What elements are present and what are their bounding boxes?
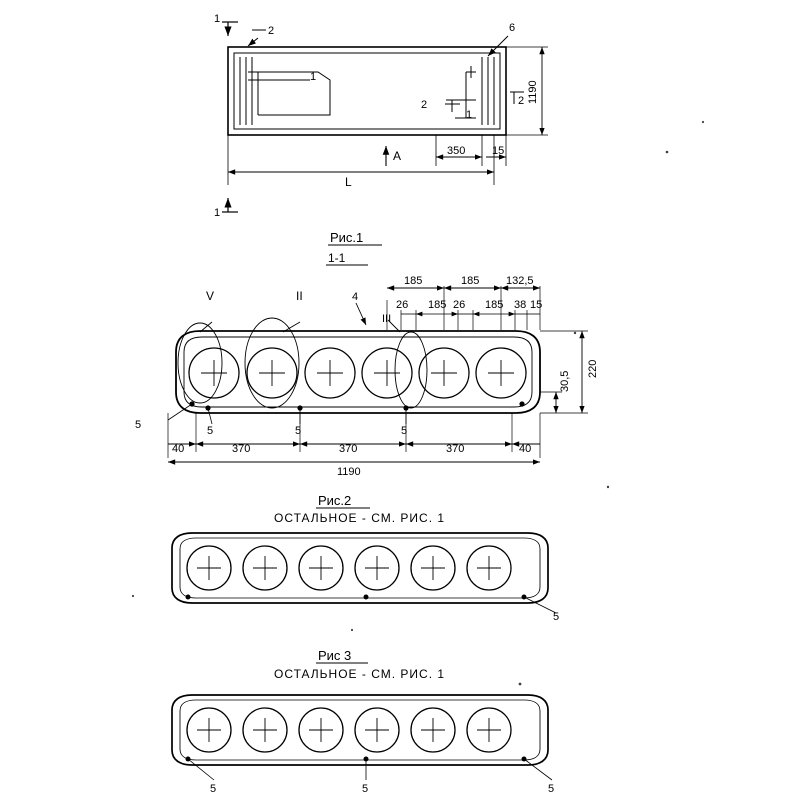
- figure-4-section: [172, 695, 552, 780]
- dim-1190-vertical: 1190: [527, 80, 539, 104]
- dim-38: 38: [514, 299, 527, 311]
- detail-mark-II: II: [296, 289, 303, 303]
- dim-185-4: 185: [485, 299, 504, 311]
- fig3-caption: Рис 3: [318, 648, 352, 663]
- dim-370-3: 370: [446, 443, 465, 455]
- mark-5-a: 5: [135, 419, 142, 431]
- dim-15-top: 15: [492, 145, 505, 157]
- mark-2-right-2: 2: [518, 95, 525, 107]
- dim-15: 15: [530, 299, 543, 311]
- dim-220: 220: [587, 359, 599, 378]
- mark-5-c: 5: [295, 425, 302, 437]
- figure-1-plan: [222, 22, 548, 212]
- mark-6: 6: [509, 22, 516, 34]
- dim-26-1: 26: [396, 299, 409, 311]
- dim-26-2: 26: [453, 299, 466, 311]
- mark-4: 4: [352, 291, 359, 303]
- dim-370-1: 370: [232, 443, 251, 455]
- mark-5-h: 5: [548, 783, 555, 795]
- detail-mark-III: III: [382, 313, 392, 325]
- mark-5-b: 5: [207, 425, 214, 437]
- mark-2-top: 2: [268, 25, 275, 37]
- dim-40-right: 40: [519, 443, 532, 455]
- section-mark-1-top: 1: [214, 13, 221, 25]
- dim-350: 350: [447, 145, 466, 157]
- dim-185-3: 185: [428, 299, 447, 311]
- mark-5-e: 5: [553, 611, 560, 623]
- fig1-section-label: 1-1: [328, 251, 346, 265]
- mark-2-right: 2: [421, 99, 428, 111]
- dim-30-5: 30,5: [559, 370, 571, 392]
- dim-L: L: [345, 175, 352, 189]
- fig1-caption: Рис.1: [330, 230, 364, 245]
- fig3-note: ОСТАЛЬНОЕ - СМ. РИС. 1: [274, 667, 446, 681]
- detail-mark-V: V: [206, 289, 215, 303]
- scan-speckles: [132, 121, 704, 685]
- dim-370-2: 370: [339, 443, 358, 455]
- section-mark-1-bottom: 1: [214, 207, 221, 219]
- mark-1-inner: 1: [310, 71, 317, 83]
- fig2-note: ОСТАЛЬНОЕ - СМ. РИС. 1: [274, 511, 446, 525]
- dim-1190: 1190: [337, 466, 361, 478]
- section-letter-A: A: [393, 149, 402, 163]
- dim-185-2: 185: [461, 275, 480, 287]
- mark-5-g: 5: [362, 783, 369, 795]
- fig2-caption: Рис.2: [318, 493, 352, 508]
- dim-40-left: 40: [172, 443, 185, 455]
- dim-132-5: 132,5: [506, 275, 534, 287]
- mark-5-d: 5: [401, 425, 408, 437]
- mark-1-inner-right: 1: [466, 109, 473, 121]
- figure-3-section: [172, 533, 556, 613]
- dim-185-1: 185: [404, 275, 423, 287]
- figure-2-section: [168, 286, 588, 462]
- mark-5-f: 5: [210, 783, 217, 795]
